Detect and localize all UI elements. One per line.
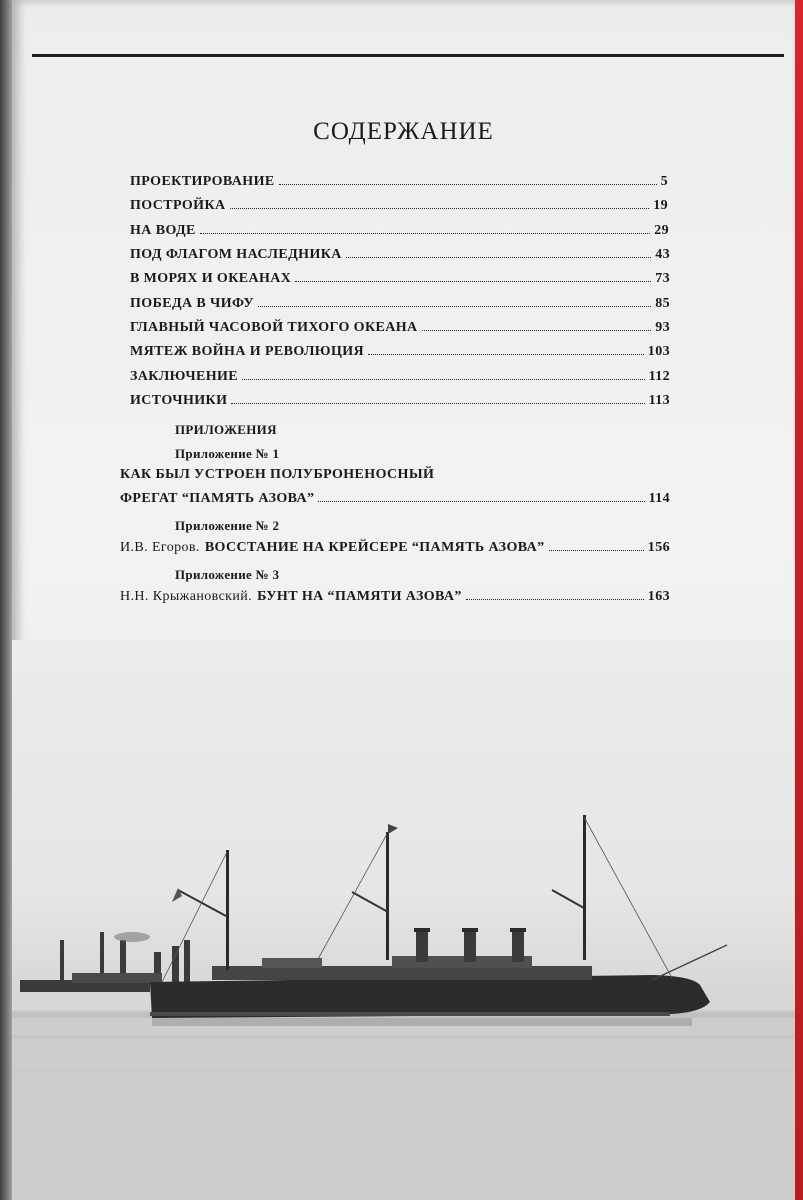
toc-entry-page: 85: [655, 296, 670, 311]
toc-entry[interactable]: [130, 393, 670, 413]
appendix-3-entry[interactable]: [120, 589, 670, 609]
toc-entry-label: НА ВОДЕ: [130, 223, 196, 238]
toc-entry-page: 156: [647, 540, 670, 555]
toc-entry-label: ПОД ФЛАГОМ НАСЛЕДНИКА: [130, 247, 342, 262]
toc-entry-label: ГЛАВНЫЙ ЧАСОВОЙ ТИХОГО ОКЕАНА: [130, 320, 418, 335]
toc-entry-label: ФРЕГАТ “ПАМЯТЬ АЗОВА”: [120, 491, 315, 506]
toc-entry-label: ИСТОЧНИКИ: [130, 393, 228, 408]
toc-entry-page: 73: [655, 271, 670, 286]
appendix-author: И.В. Егоров.: [120, 540, 200, 555]
dot-leader: [258, 306, 651, 307]
toc-entry-page: 29: [654, 223, 669, 238]
toc-entry-page: 114: [648, 491, 670, 506]
toc-entry-page: 5: [660, 174, 668, 189]
toc-entry[interactable]: [130, 369, 670, 389]
toc-entry[interactable]: [130, 320, 670, 340]
table-of-contents: [12, 0, 795, 620]
dot-leader: [368, 354, 644, 355]
cruiser-photograph: [12, 640, 795, 1200]
dot-leader: [466, 599, 644, 600]
toc-entry-label: БУНТ НА “ПАМЯТИ АЗОВА”: [257, 589, 462, 604]
toc-entry-page: 43: [655, 247, 670, 262]
dot-leader: [318, 501, 644, 502]
dot-leader: [230, 208, 650, 209]
toc-entry[interactable]: [130, 344, 670, 364]
toc-entry[interactable]: [130, 198, 668, 218]
dot-leader: [549, 550, 644, 551]
dot-leader: [200, 233, 650, 234]
toc-entry[interactable]: [130, 247, 670, 267]
dot-leader: [231, 403, 644, 404]
appendix-1-entry[interactable]: [120, 491, 670, 511]
cruiser: [150, 815, 727, 1018]
appendix-2-entry[interactable]: [120, 540, 670, 560]
appendix-author: Н.Н. Крыжановский.: [120, 589, 253, 604]
appendix-1-label: Приложение № 1: [175, 446, 280, 461]
toc-entry-page: 103: [647, 344, 670, 359]
dot-leader: [346, 257, 651, 258]
ship-illustration: [12, 640, 795, 1200]
toc-entry-page: 112: [648, 369, 670, 384]
dot-leader: [242, 379, 645, 380]
toc-entry-label: ПРОЕКТИРОВАНИЕ: [130, 174, 275, 189]
toc-entry-page: 163: [647, 589, 670, 604]
toc-entry-label: ЗАКЛЮЧЕНИЕ: [130, 369, 239, 384]
appendices-heading: ПРИЛОЖЕНИЯ: [175, 422, 277, 437]
toc-entry-label: КАК БЫЛ УСТРОЕН ПОЛУБРОНЕНОСНЫЙ: [120, 467, 435, 482]
toc-entry[interactable]: [130, 174, 668, 194]
toc-entry-page: 93: [655, 320, 670, 335]
toc-entry-label: ПОСТРОЙКА: [130, 198, 226, 213]
page-title: СОДЕРЖАНИЕ: [313, 118, 494, 145]
page-edge-red: [795, 0, 803, 1200]
toc-entry-label: В МОРЯХ И ОКЕАНАХ: [130, 271, 292, 286]
appendix-2-label: Приложение № 2: [175, 518, 280, 533]
appendix-3-label: Приложение № 3: [175, 567, 280, 582]
toc-entry-label: ПОБЕДА В ЧИФУ: [130, 296, 255, 311]
toc-entry[interactable]: [130, 296, 670, 316]
toc-entry[interactable]: [130, 223, 669, 243]
toc-entry-label: ВОССТАНИЕ НА КРЕЙСЕРЕ “ПАМЯТЬ АЗОВА”: [204, 540, 545, 555]
toc-entry[interactable]: [130, 271, 670, 291]
dot-leader: [422, 330, 652, 331]
book-page: [12, 0, 795, 1200]
toc-entry-label: МЯТЕЖ ВОЙНА И РЕВОЛЮЦИЯ: [130, 344, 365, 359]
dot-leader: [295, 281, 651, 282]
appendix-1-title-line1[interactable]: [120, 467, 670, 487]
toc-entry-page: 19: [653, 198, 668, 213]
toc-entry-page: 113: [648, 393, 670, 408]
dot-leader: [279, 184, 657, 185]
